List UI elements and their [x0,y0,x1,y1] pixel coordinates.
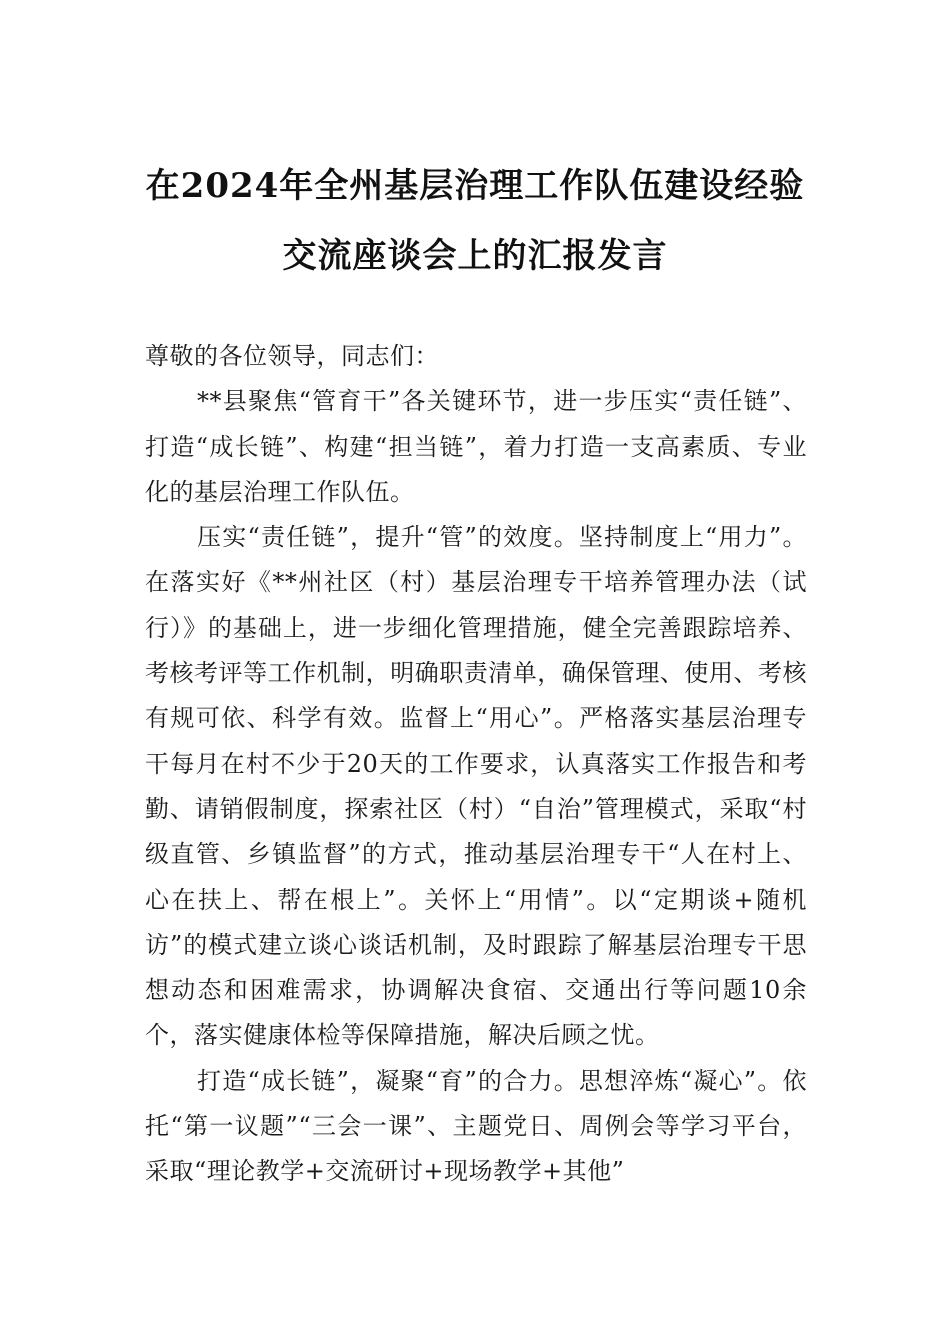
body-paragraph: 压实“责任链”，提升“管”的效度。坚持制度上“用力”。在落实好《**州社区（村）基层治理专干培养管理办法（试行）》的基础上，进一步细化管理措施，健全完善跟踪培养、考核考评等工作机制，明确职责清单，确保管理、使用、考核有规可依、科学有效。监督上“用心”。严格落实基层治理专干每月在村不少于20天的工作要求，认真落实工作报告和考勤、请销假制度，探索社区（村）“自治”管理模式，采取“村级直管、乡镇监督”的方式，推动基层治理专干“人在村上、心在扶上、帮在根上”。关怀上“用情”。以“定期谈+随机访”的模式建立谈心谈话机制，及时跟踪了解基层治理专干思想动态和困难需求，协调解决食宿、交通出行等问题10余个，落实健康体检等保障措施，解决后顾之忧。 [145,523,807,1050]
body-paragraph: **县聚焦“管育干”各关键环节，进一步压实“责任链”、打造“成长链”、构建“担当链”，着力打造一支高素质、专业化的基层治理工作队伍。 [145,387,807,506]
body-paragraph: 打造“成长链”，凝聚“育”的合力。思想淬炼“凝心”。依托“第一议题”“三会一课”、主题党日、周例会等学习平台，采取“理论教学+交流研讨+现场教学+其他” [145,1066,807,1186]
document-body [145,334,807,1195]
salutation: 尊敬的各位领导，同志们： [145,342,439,370]
document-title-line-1: 在2024年全州基层治理工作队伍建设经验 [145,166,805,206]
document-title-line-2: 交流座谈会上的汇报发言 [282,236,668,276]
